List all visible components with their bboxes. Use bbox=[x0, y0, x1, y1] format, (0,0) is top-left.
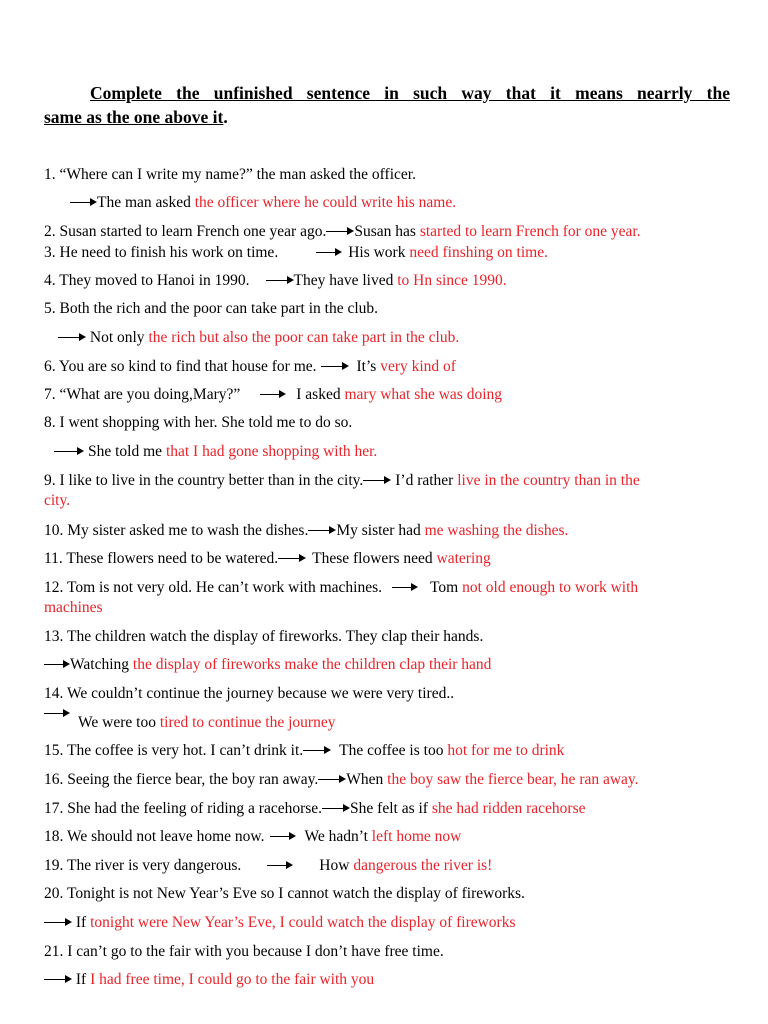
question-text: 6. You are so kind to find that house for me. bbox=[44, 358, 317, 375]
line-3 bbox=[44, 222, 641, 242]
line-29 bbox=[44, 942, 444, 962]
arrow-right-icon bbox=[316, 248, 342, 258]
question-text: 10. My sister asked me to wash the dishes. bbox=[44, 522, 309, 539]
line-25 bbox=[44, 827, 461, 847]
arrow-right-icon bbox=[278, 554, 306, 564]
answer-lead: It’s bbox=[356, 358, 381, 375]
answer-text: mary what she was doing bbox=[344, 386, 503, 403]
question-text: 4. They moved to Hanoi in 1990. bbox=[44, 272, 250, 289]
line-22 bbox=[44, 741, 564, 761]
question-text: 13. The children watch the display of fireworks. They clap their hands. bbox=[44, 628, 484, 645]
line-23 bbox=[44, 770, 639, 790]
question-text: 21. I can’t go to the fair with you because I don’t have free time. bbox=[44, 943, 444, 960]
arrow-right-icon bbox=[58, 333, 86, 343]
arrow-right-icon bbox=[260, 390, 286, 400]
arrow-right-icon bbox=[308, 526, 336, 536]
question-text: 12. Tom is not very old. He can’t work with machines. bbox=[44, 579, 382, 596]
line-20 bbox=[44, 684, 454, 704]
arrow-right-icon bbox=[363, 476, 391, 486]
line-27 bbox=[44, 884, 525, 904]
answer-text: she had ridden racehorse bbox=[431, 800, 586, 817]
arrow-right-icon bbox=[326, 227, 354, 237]
answer-lead: If bbox=[72, 914, 91, 931]
answer-text: I had free time, I could go to the fair with you bbox=[90, 971, 375, 988]
line-12 bbox=[44, 471, 640, 491]
line-1 bbox=[44, 165, 416, 185]
question-text: 17. She had the feeling of riding a racehorse. bbox=[44, 800, 323, 817]
answer-lead: They have lived bbox=[293, 272, 398, 289]
question-text: 15. The coffee is very hot. I can’t drink it. bbox=[44, 742, 304, 759]
line-8 bbox=[44, 357, 456, 377]
question-text: 1. “Where can I write my name?” the man asked the officer. bbox=[44, 166, 416, 183]
answer-text: need finshing on time. bbox=[409, 244, 548, 261]
question-text: 20. Tonight is not New Year’s Eve so I cannot watch the display of fireworks. bbox=[44, 885, 525, 902]
question-text: 19. The river is very dangerous. bbox=[44, 857, 242, 874]
line-5 bbox=[44, 271, 507, 291]
answer-text: started to learn French for one year. bbox=[419, 223, 641, 240]
answer-text: very kind of bbox=[380, 358, 456, 375]
answer-lead: These flowers need bbox=[312, 550, 437, 567]
question-text: 9. I like to live in the country better than in the city. bbox=[44, 472, 364, 489]
question-text: 2. Susan started to learn French one year ago. bbox=[44, 223, 327, 240]
answer-lead: I’d rather bbox=[395, 472, 458, 489]
arrow-right-icon bbox=[267, 861, 293, 871]
answer-text: left home now bbox=[371, 828, 462, 845]
answer-text: to Hn since 1990. bbox=[397, 272, 507, 289]
line-10 bbox=[44, 413, 352, 433]
question-text: 7. “What are you doing,Mary?” bbox=[44, 386, 241, 403]
arrow-right-icon bbox=[392, 583, 418, 593]
line-2 bbox=[44, 193, 456, 213]
question-text: 5. Both the rich and the poor can take part in the club. bbox=[44, 300, 379, 317]
answer-text: not old enough to work with bbox=[462, 579, 639, 596]
answer-lead: The man asked bbox=[97, 194, 195, 211]
answer-lead: Tom bbox=[430, 579, 463, 596]
answer-lead: She told me bbox=[88, 443, 166, 460]
answer-lead: Not only bbox=[86, 329, 149, 346]
answer-lead: We hadn’t bbox=[304, 828, 372, 845]
question-text: 14. We couldn’t continue the journey because we were very tired.. bbox=[44, 685, 455, 702]
line-7 bbox=[44, 328, 459, 348]
answer-lead: Susan has bbox=[354, 223, 420, 240]
line-11 bbox=[44, 442, 377, 462]
answer-lead: If bbox=[72, 971, 91, 988]
arrow-right-icon bbox=[322, 804, 350, 814]
line-4 bbox=[44, 243, 548, 263]
answer-lead: My sister had bbox=[336, 522, 425, 539]
answer-text: live in the country than in the bbox=[457, 472, 640, 489]
answer-text: watering bbox=[436, 550, 491, 567]
answer-text: the display of fireworks make the children clap their hand bbox=[132, 656, 492, 673]
question-text: 8. I went shopping with her. She told me to do so. bbox=[44, 414, 353, 431]
answer-text: dangerous the river is! bbox=[353, 857, 493, 874]
question-text: 18. We should not leave home now. bbox=[44, 828, 265, 845]
answer-lead: Watching bbox=[70, 656, 133, 673]
answer-lead: His work bbox=[348, 244, 410, 261]
answer-text: me washing the dishes. bbox=[424, 522, 569, 539]
arrow-right-icon bbox=[266, 276, 294, 286]
line-9 bbox=[44, 385, 502, 405]
line-28 bbox=[44, 913, 516, 933]
instruction-period: . bbox=[223, 107, 228, 127]
answer-lead: We were too bbox=[78, 714, 160, 731]
instruction-line-1: Complete the unfinished sentence in such way that it means nearrly the bbox=[90, 83, 730, 103]
answer-lead: I asked bbox=[296, 386, 345, 403]
arrow-right-icon bbox=[44, 660, 70, 670]
arrow-right-icon bbox=[54, 447, 84, 457]
answer-text: tired to continue the journey bbox=[159, 714, 336, 731]
instruction-heading bbox=[44, 81, 730, 129]
line-30 bbox=[44, 970, 374, 990]
line-15 bbox=[44, 549, 491, 569]
arrow-right-icon bbox=[303, 746, 331, 756]
arrow-right-icon bbox=[270, 832, 296, 842]
answer-text: hot for me to drink bbox=[447, 742, 565, 759]
arrow-right-icon bbox=[321, 362, 349, 372]
instruction-line-2: same as the one above it bbox=[44, 107, 224, 127]
line-17 bbox=[44, 598, 103, 618]
answer-text: machines bbox=[44, 599, 103, 616]
answer-text: city. bbox=[44, 492, 71, 509]
arrow-right-icon bbox=[318, 775, 346, 785]
question-text: 11. These flowers need to be watered. bbox=[44, 550, 279, 567]
line-6 bbox=[44, 299, 378, 319]
arrow-right-icon bbox=[44, 975, 72, 985]
question-text: 16. Seeing the fierce bear, the boy ran away. bbox=[44, 771, 319, 788]
answer-text: the officer where he could write his name. bbox=[194, 194, 457, 211]
line-21 bbox=[44, 713, 335, 733]
answer-lead: How bbox=[319, 857, 354, 874]
line-18 bbox=[44, 627, 483, 647]
arrow-right-icon bbox=[44, 918, 72, 928]
line-13 bbox=[44, 491, 70, 511]
question-text: 3. He need to finish his work on time. bbox=[44, 244, 279, 261]
line-26 bbox=[44, 856, 492, 876]
answer-lead: She felt as if bbox=[350, 800, 432, 817]
arrow-right-icon bbox=[44, 709, 70, 719]
answer-text: tonight were New Year’s Eve, I could watch the display of fireworks bbox=[90, 914, 516, 931]
answer-lead: The coffee is too bbox=[339, 742, 448, 759]
answer-text: the rich but also the poor can take part in the club. bbox=[148, 329, 460, 346]
arrow-right-icon bbox=[70, 198, 97, 208]
answer-lead: When bbox=[346, 771, 388, 788]
line-24 bbox=[44, 799, 585, 819]
line-16 bbox=[44, 578, 638, 598]
answer-text: the boy saw the fierce bear, he ran away. bbox=[387, 771, 639, 788]
line-19 bbox=[44, 655, 491, 675]
line-14 bbox=[44, 521, 568, 541]
answer-text: that I had gone shopping with her. bbox=[165, 443, 378, 460]
